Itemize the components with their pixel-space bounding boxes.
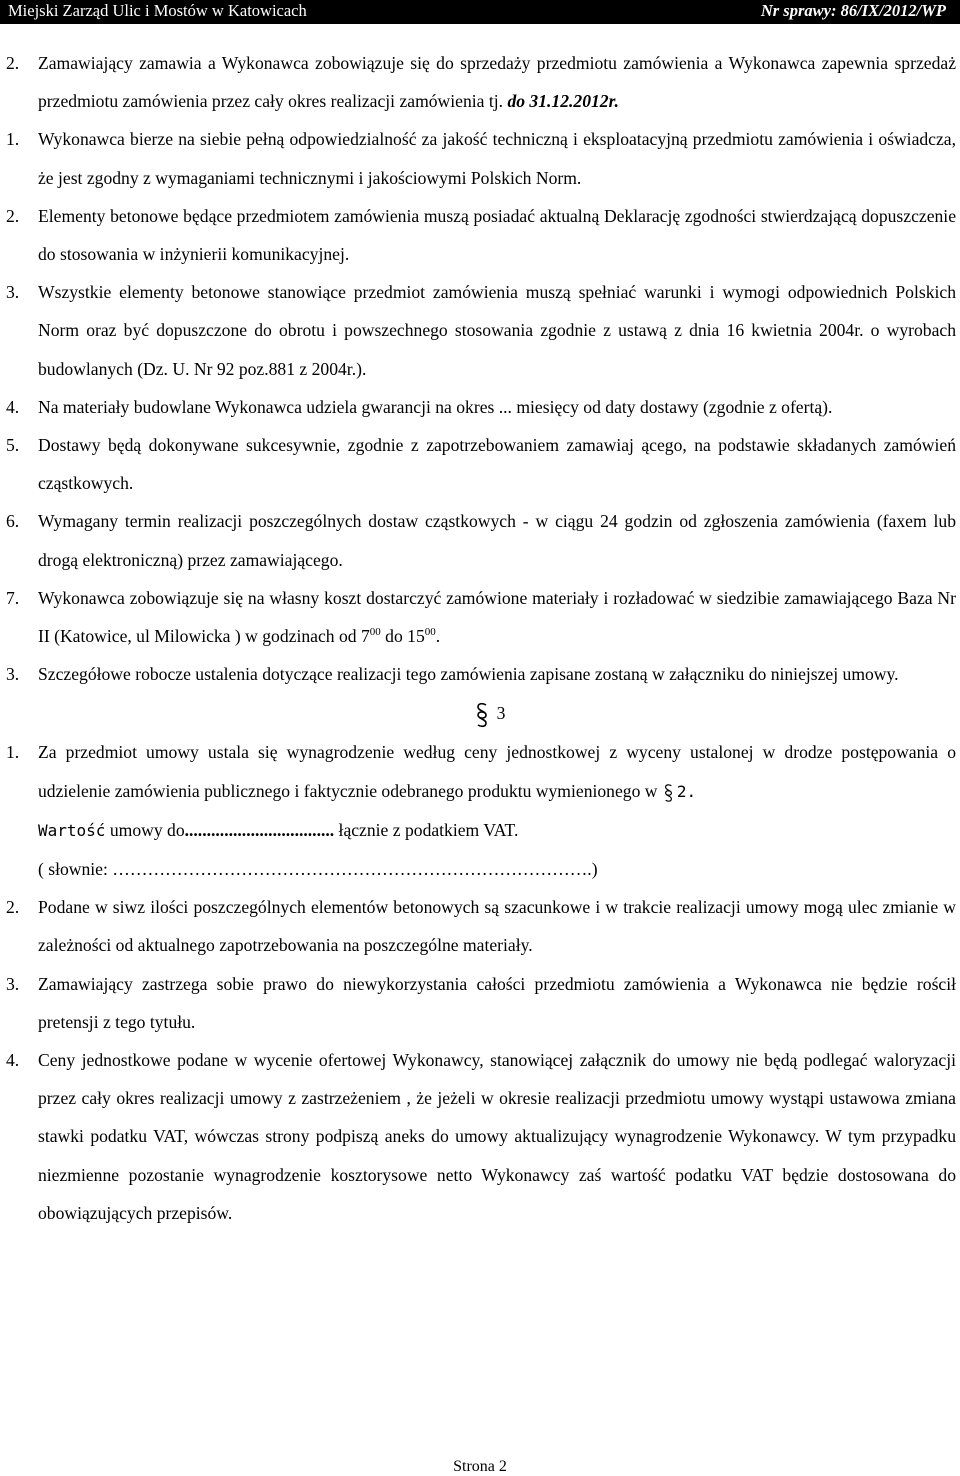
document-body	[0, 44, 960, 1232]
page-footer	[0, 1458, 960, 1476]
hour-superscript: 00	[369, 626, 381, 639]
list-item	[0, 426, 960, 502]
list-item	[0, 197, 960, 273]
remuneration-paragraph	[0, 733, 960, 810]
item-number: 4.	[6, 1050, 20, 1071]
item-number: 3.	[6, 664, 20, 685]
item-text: Na materiały budowlane Wykonawca udziela gwarancji na okres ... miesięcy od daty dostawy (zgodnie z ofertą).	[38, 396, 833, 417]
item-text-end: .	[435, 626, 441, 647]
contract-value-line	[0, 811, 960, 850]
item-text: Wykonawca zobowiązuje się na własny koszt dostarczyć zamówione materiały i rozładować w siedzibie zamawiającego Baza Nr II (Katowice, ul Milowicka ) w godzinach od 7	[38, 587, 956, 647]
amount-in-words-line: ( słownie: ……………………………………………………………………….)	[38, 859, 598, 880]
page-header	[0, 0, 960, 24]
list-item	[0, 1041, 960, 1232]
item-number: 1.	[6, 129, 20, 150]
item-text: Elementy betonowe będące przedmiotem zamówienia muszą posiadać aktualną Deklarację zgodności stwierdzającą dopuszczenie do stosowania w inżynierii komunikacyjnej.	[38, 205, 956, 265]
value-label: Wartość	[38, 820, 106, 840]
list-item	[0, 120, 960, 196]
item-number: 6.	[6, 511, 20, 532]
value-blank: ..................................	[184, 819, 335, 840]
header-institution: Miejski Zarząd Ulic i Mostów w Katowicach	[8, 1, 307, 20]
intro-paragraph	[0, 44, 960, 120]
item-text: Zamawiający zastrzega sobie prawo do niewykorzystania całości przedmiotu zamówienia a Wykonawca nie będzie rościł pretensji z tego tytułu.	[38, 973, 956, 1032]
section-heading	[0, 693, 960, 733]
section-sign-icon	[662, 782, 675, 804]
item-number: 3.	[6, 973, 20, 994]
item-text: Wszystkie elementy betonowe stanowiące przedmiot zamówienia muszą spełniać warunki i wymogi odpowiednich Polskich Norm oraz być dopuszczone do obrotu i powszechnego stosowania zgodnie z ustawą z dnia 16 kwietnia 2004r. o wyrobach budowlanych (Dz. U. Nr 92 poz.881 z 2004r.).	[38, 282, 956, 379]
item-text: Podane w siwz ilości poszczególnych elementów betonowych są szacunkowe i w trakcie realizacji umowy mogą ulec zmianie w zależności od aktualnego zapotrzebowania na poszczególne materiały.	[38, 897, 956, 956]
list-item	[0, 273, 960, 388]
section-sign-icon	[473, 702, 491, 728]
list-item	[0, 579, 960, 655]
paragraph-number: 2.	[6, 53, 20, 73]
item-number: 5.	[6, 435, 20, 456]
item-text: Za przedmiot umowy ustala się wynagrodzenie według ceny jednostkowej z wyceny ustalonej w drodze postępowania o udzielenie zamówienia publicznego i faktycznie odebranego produktu wymienionego w	[38, 742, 956, 801]
list-item	[0, 502, 960, 578]
item-number: 7.	[6, 587, 20, 608]
value-text-end: łącznie z podatkiem VAT.	[334, 819, 519, 840]
list-item	[0, 388, 960, 426]
paragraph-text: Zamawiający zamawia a Wykonawca zobowiązuje się do sprzedaży przedmiotu zamówienia a Wykonawca zapewnia sprzedaż przedmiotu zamówienia przez cały okres realizacji zamówienia tj.	[38, 53, 956, 112]
obligations-list	[0, 120, 960, 693]
list-item	[0, 655, 960, 693]
page-number: Strona 2	[453, 1458, 507, 1475]
item-number: 2.	[6, 205, 20, 226]
section-number: 3	[496, 703, 506, 724]
item-text-mid: do 15	[380, 626, 425, 647]
item-number: 2.	[6, 897, 20, 918]
deadline-date: do 31.12.2012r.	[507, 91, 619, 112]
terms-list	[0, 888, 960, 1232]
item-number: 3.	[6, 282, 20, 303]
item-text: Dostawy będą dokonywane sukcesywnie, zgodnie z zapotrzebowaniem zamawiaj ącego, na podstawie składanych zamówień cząstkowych.	[38, 435, 956, 494]
item-text: Wymagany termin realizacji poszczególnych dostaw cząstkowych - w ciągu 24 godzin od zgłoszenia zamówienia (faxem lub drogą elektroniczną) przez zamawiającego.	[38, 511, 956, 570]
item-number: 1.	[6, 742, 20, 763]
list-item	[0, 888, 960, 964]
value-text: umowy do	[105, 819, 185, 840]
hour-superscript: 00	[424, 626, 436, 639]
header-case-number: Nr sprawy: 86/IX/2012/WP	[760, 1, 946, 20]
item-text: Szczegółowe robocze ustalenia dotyczące realizacji tego zamówienia zapisane zostaną w załączniku do niniejszej umowy.	[38, 664, 899, 685]
item-number: 4.	[6, 396, 20, 417]
list-item	[0, 965, 960, 1041]
item-text: Wykonawca bierze na siebie pełną odpowiedzialność za jakość techniczną i eksploatacyjną przedmiotu zamówienia i oświadcza, że jest zgodny z wymaganiami technicznymi i jakościowymi Polskich Norm.	[38, 129, 956, 188]
section-reference: 2.	[676, 781, 697, 801]
item-text: Ceny jednostkowe podane w wycenie ofertowej Wykonawcy, stanowiącej załącznik do umowy nie będą podlegać waloryzacji przez cały okres realizacji umowy z zastrzeżeniem , że jeżeli w okresie realizacji przedmiotu umowy wystąpi ustawowa zmiana stawki podatku VAT, wówczas strony podpiszą aneks do umowy aktualizujący wynagrodzenie Wykonawcy. W tym przypadku niezmienne pozostanie wynagrodzenie kosztorysowe netto Wykonawcy zaś wartość podatku VAT będzie dostosowana do obowiązujących przepisów.	[38, 1050, 956, 1223]
